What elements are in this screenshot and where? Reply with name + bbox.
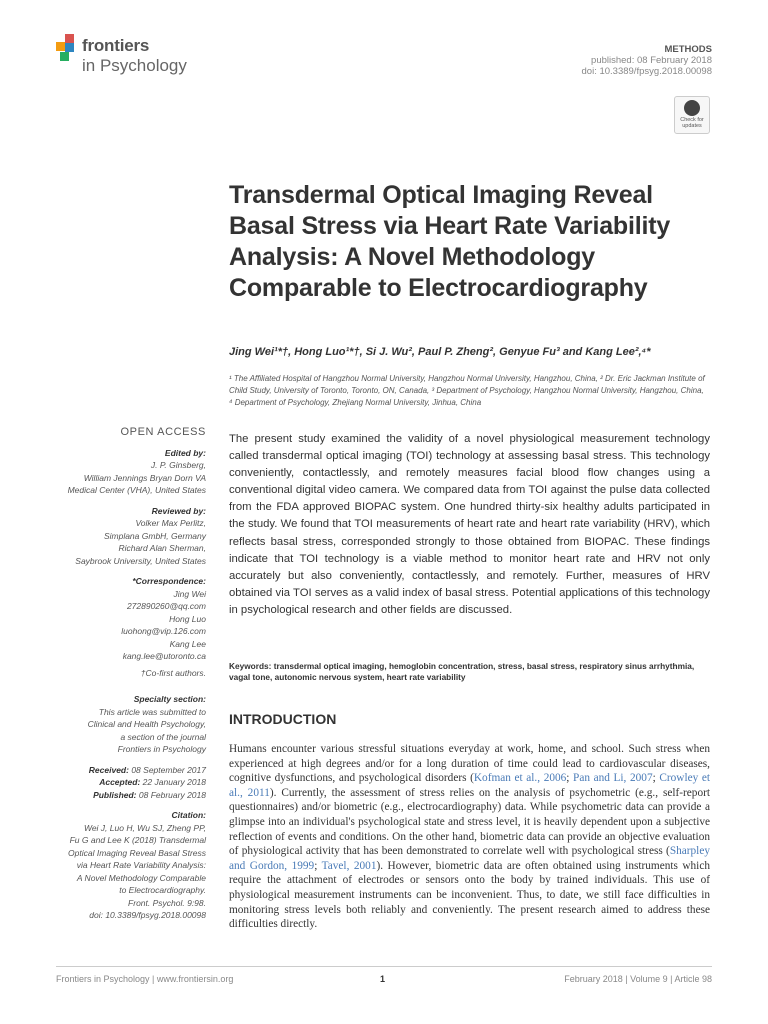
specialty-line: a section of the journal <box>120 731 206 742</box>
edited-by-label: Edited by: <box>164 447 206 458</box>
correspondent-email[interactable]: 272890260@qq.com <box>126 601 206 611</box>
accepted-value: 22 January 2018 <box>142 777 206 787</box>
editor-line: William Jennings Bryan Dorn VA <box>83 472 206 483</box>
section-heading-introduction: INTRODUCTION <box>229 711 337 727</box>
citation-link[interactable]: Kofman et al., 2006 <box>473 772 567 785</box>
intro-separator: ; <box>314 859 322 872</box>
correspondent-email[interactable]: kang.lee@utoronto.ca <box>122 651 206 661</box>
correspondent-name: Jing Wei <box>173 588 206 599</box>
specialty-line: Frontiers in Psychology <box>117 744 206 754</box>
check-for-updates-badge[interactable] <box>674 96 710 134</box>
article-meta <box>582 44 712 77</box>
received-value: 08 September 2017 <box>131 764 206 775</box>
frontiers-logo-icon <box>56 34 80 62</box>
correspondent-name: Hong Luo <box>169 613 206 624</box>
received-date <box>56 764 206 777</box>
reviewed-by-label: Reviewed by: <box>151 505 206 516</box>
reviewer-line: Simplana GmbH, Germany <box>103 530 206 541</box>
accepted-label: Accepted: <box>99 777 141 787</box>
cofirst-note: †Co-first authors. <box>140 667 206 678</box>
page-number: 1 <box>380 974 386 984</box>
intro-text: Humans encounter various stressful situations everyday at work, home, and school. Such stress when experienced at high degrees and/or for a long duration of time could lead to cardiovascular diseases, cognitive dysfunctions, and psychological disorders ( <box>229 743 710 785</box>
article-type: METHODS <box>664 44 712 55</box>
reviewer-line: Richard Alan Sherman, <box>118 543 206 553</box>
citation-link[interactable]: Crowley et al., 2011 <box>229 772 711 799</box>
citation-line: Fu G and Lee K (2018) Transdermal <box>69 835 206 845</box>
reviewer-line: Saybrook University, United States <box>75 555 206 566</box>
intro-text: ). Currently, the assessment of stress relies on the analysis of psychometric (e.g., self-report questionnaires) and/or biometric (e.g., electrocardiography) data. While psychometric data can provide a glimpse into an individual's psychological state and stress level, it is heavily dependent upon a subjective reflection of events and conditions. On the other hand, biometric data can provide an objective evaluation of physiological activity that has been demonstrated to correlate well with psychological stress ( <box>229 786 710 858</box>
editor-line: Medical Center (VHA), United States <box>67 485 206 495</box>
correspondent-name: Kang Lee <box>169 638 206 649</box>
citation-link[interactable]: Sharpley and Gordon, 1999 <box>229 845 710 872</box>
correspondent-email[interactable]: luohong@vip.126.com <box>121 626 206 636</box>
citation-line: via Heart Rate Variability Analysis: <box>76 860 206 870</box>
received-label: Received: <box>88 764 129 775</box>
abstract: The present study examined the validity of a novel physiological measurement technology called transdermal optical imaging (TOI) technology at assessing basal stress. This technology conveniently, contactlessly, and remotely measures facial blood flow changes using a conventional digital video camera. We compared data from TOI against the pulse data collected from the FDA approved BIOPAC system. One hundred thirty-six healthy adults participated in the study. We found that TOI measurements of heart rate and heart rate variability (HRV), which reflects basal stress, corresponded strongly to those obtained from BIOPAC. These findings indicate that TOI technology is a viable method to monitor heart rate and HRV not only accurately but also conveniently, contactlessly, and remotely. Further, measures of HRV obtained via TOI serves as a valid index of basal stress. Potential applications of this technology in psychological research and other fields are discussed. <box>229 433 710 616</box>
specialty-line: Clinical and Health Psychology, <box>87 719 206 729</box>
reviewer-line: Volker Max Perlitz, <box>135 518 206 528</box>
article-doi[interactable]: doi: 10.3389/fpsyg.2018.00098 <box>581 66 712 77</box>
specialty-label: Specialty section: <box>133 694 206 704</box>
author-list: Jing Wei¹*†, Hong Luo¹*†, Si J. Wu², Paul P. Zheng², Genyue Fu³ and Kang Lee²,⁴* <box>229 346 651 358</box>
citation-line: Optical Imaging Reveal Basal Stress <box>68 847 206 858</box>
logo-word-journal: in Psychology <box>82 56 187 75</box>
introduction-paragraph <box>229 742 710 932</box>
citation-line: Front. Psychol. 9:98. <box>128 897 206 908</box>
published-value: 08 February 2018 <box>138 789 206 800</box>
citation-line: to Electrocardiography. <box>119 885 206 895</box>
open-access-label: OPEN ACCESS <box>120 426 206 438</box>
logo-word-frontiers: frontiers <box>82 36 150 55</box>
specialty-line: This article was submitted to <box>98 706 206 717</box>
article-sidebar <box>56 426 206 922</box>
citation-link[interactable]: Pan and Li, 2007 <box>573 772 653 785</box>
updates-icon <box>684 100 700 116</box>
intro-text: ). However, biometric data are often obtained using instruments which require the attachment of electrodes or sensors onto the body by trained individuals. This use of physiological measurement instruments can be inconvenient. Thus, to date, we still face difficulties in monitoring stress levels both reliably and conveniently. The present research aimed to address these difficulties directly. <box>229 859 710 931</box>
intro-separator: ; <box>566 772 574 785</box>
correspondence-label: *Correspondence: <box>132 576 206 586</box>
published-sidebar-date <box>56 789 206 802</box>
citation-line[interactable]: doi: 10.3389/fpsyg.2018.00098 <box>89 910 206 920</box>
affiliations: ¹ The Affiliated Hospital of Hangzhou Normal University, Hangzhou Normal University, Hangzhou, China, ² Dr. Eric Jackman Institute of Child Study, University of Toronto, Toronto, ON, Canada, ³ Department of Psychology, Hangzhou Normal University, Hangzhou, China, ⁴ Department of Psychology, Zhejiang Normal University, Jinhua, China <box>229 374 705 407</box>
citation-line: A Novel Methodology Comparable <box>76 872 206 883</box>
article-title: Transdermal Optical Imaging Reveal Basal Stress via Heart Rate Variability Analysis: A Novel Methodology Comparable to Electrocardiography <box>229 181 671 302</box>
citation-label: Citation: <box>171 810 206 820</box>
footer-issue-info: February 2018 | Volume 9 | Article 98 <box>564 974 712 984</box>
footer-journal[interactable]: Frontiers in Psychology | www.frontiersin.org <box>56 974 234 984</box>
published-date: published: 08 February 2018 <box>591 55 712 66</box>
keywords: Keywords: transdermal optical imaging, hemoglobin concentration, stress, basal stress, respiratory sinus arrhythmia, vagal tone, autonomic nervous system, heart rate variability <box>229 661 695 683</box>
editor-line: J. P. Ginsberg, <box>150 460 206 470</box>
journal-logo[interactable] <box>56 34 226 84</box>
footer-divider <box>56 966 712 967</box>
accepted-date <box>56 776 206 789</box>
citation-line: Wei J, Luo H, Wu SJ, Zheng PP, <box>83 822 206 833</box>
citation-link[interactable]: Tavel, 2001 <box>321 859 377 872</box>
updates-badge-label: Check for updates <box>680 117 704 129</box>
intro-separator: ; <box>652 772 660 785</box>
published-label: Published: <box>93 789 137 800</box>
